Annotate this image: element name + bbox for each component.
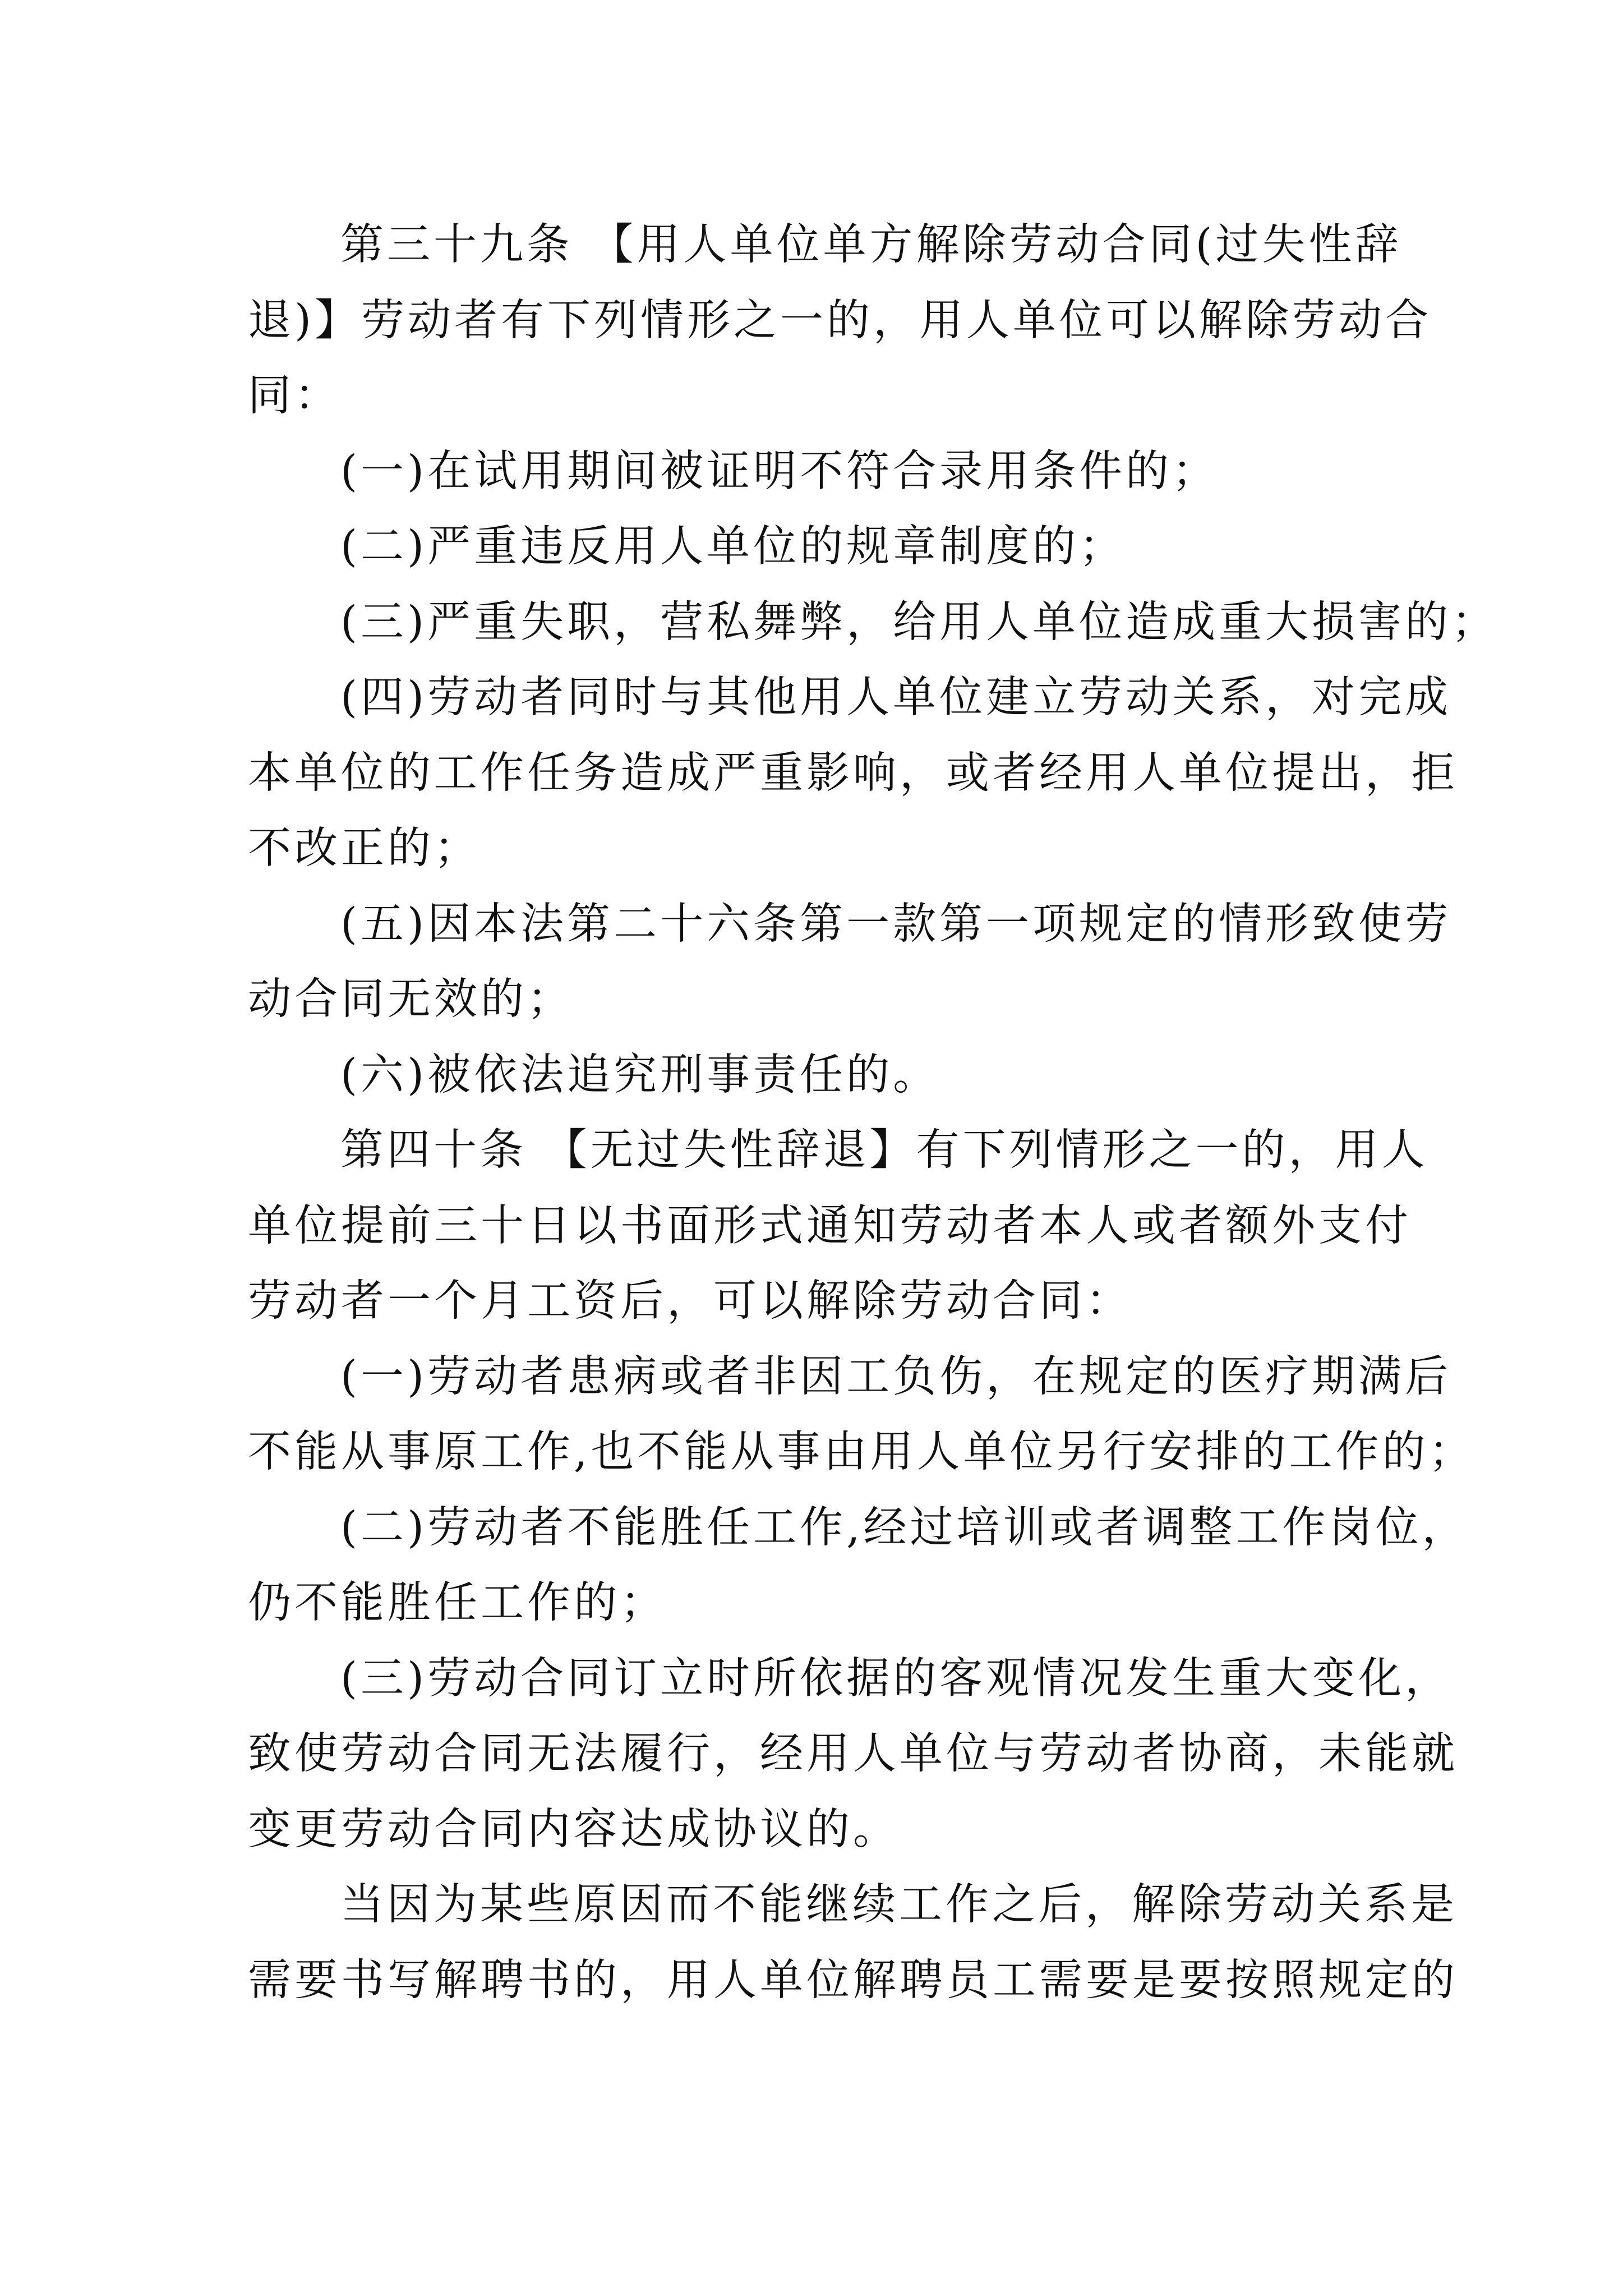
text-line: 当因为某些原因而不能继续工作之后，解除劳动关系是 (340, 1880, 1458, 1930)
text-line: (一)劳动者患病或者非因工负伤，在规定的医疗期满后 (340, 1351, 1452, 1402)
text-line: 退)】劳动者有下列情形之一的，用人单位可以解除劳动合 (248, 295, 1432, 346)
text-line: (二)劳动者不能胜任工作,经过培训或者调整工作岗位， (340, 1502, 1469, 1553)
document-body (248, 208, 1498, 2018)
article-40-item-1 (248, 1340, 1476, 1490)
article-40-item-2 (248, 1490, 1469, 1641)
article-39-item-1 (248, 434, 1386, 510)
text-line: (一)在试用期间被证明不符合录用条件的； (340, 446, 1219, 496)
article-40-heading (248, 1113, 1428, 1340)
article-40-item-3 (248, 1641, 1458, 1868)
text-line: (四)劳动者同时与其他用人单位建立劳动关系，对完成 (340, 673, 1452, 723)
article-39-heading (248, 208, 1432, 434)
text-line: 同： (248, 371, 341, 421)
text-line: 不能从事原工作,也不能从事由用人单位另行安排的工作的； (248, 1427, 1476, 1477)
text-line: 第三十九条 【用人单位单方解除劳动合同(过失性辞 (340, 220, 1402, 270)
text-line: 致使劳动合同无法履行，经用人单位与劳动者协商，未能就 (248, 1729, 1458, 1779)
text-line: 需要书写解聘书的，用人单位解聘员工需要是要按照规定的 (248, 1955, 1458, 2005)
text-line: 劳动者一个月工资后，可以解除劳动合同： (248, 1276, 1132, 1326)
text-line: (三)劳动合同订立时所依据的客观情况发生重大变化， (340, 1653, 1452, 1704)
article-39-item-6 (248, 1038, 1386, 1114)
closing-paragraph (248, 1867, 1458, 2018)
text-line: (二)严重违反用人单位的规章制度的； (340, 522, 1126, 572)
text-line: (五)因本法第二十六条第一款第一项规定的情形致使劳 (340, 899, 1452, 949)
text-line: (三)严重失职，营私舞弊，给用人单位造成重大损害的； (340, 597, 1498, 647)
text-line: 仍不能胜任工作的； (248, 1578, 667, 1628)
text-line: 不改正的； (248, 823, 481, 873)
article-39-item-4 (248, 660, 1458, 887)
article-39-item-2 (248, 509, 1386, 585)
article-39-item-3 (248, 585, 1498, 661)
text-line: 单位提前三十日以书面形式通知劳动者本人或者额外支付 (248, 1200, 1412, 1251)
text-line: 变更劳动合同内容达成协议的。 (248, 1804, 900, 1855)
text-line: 第四十条 【无过失性辞退】有下列情形之一的，用人 (340, 1125, 1428, 1175)
text-line: (六)被依法追究刑事责任的。 (340, 1050, 940, 1100)
text-line: 动合同无效的； (248, 974, 574, 1024)
text-line: 本单位的工作任务造成严重影响，或者经用人单位提出，拒 (248, 748, 1458, 798)
article-39-item-5 (248, 887, 1452, 1038)
